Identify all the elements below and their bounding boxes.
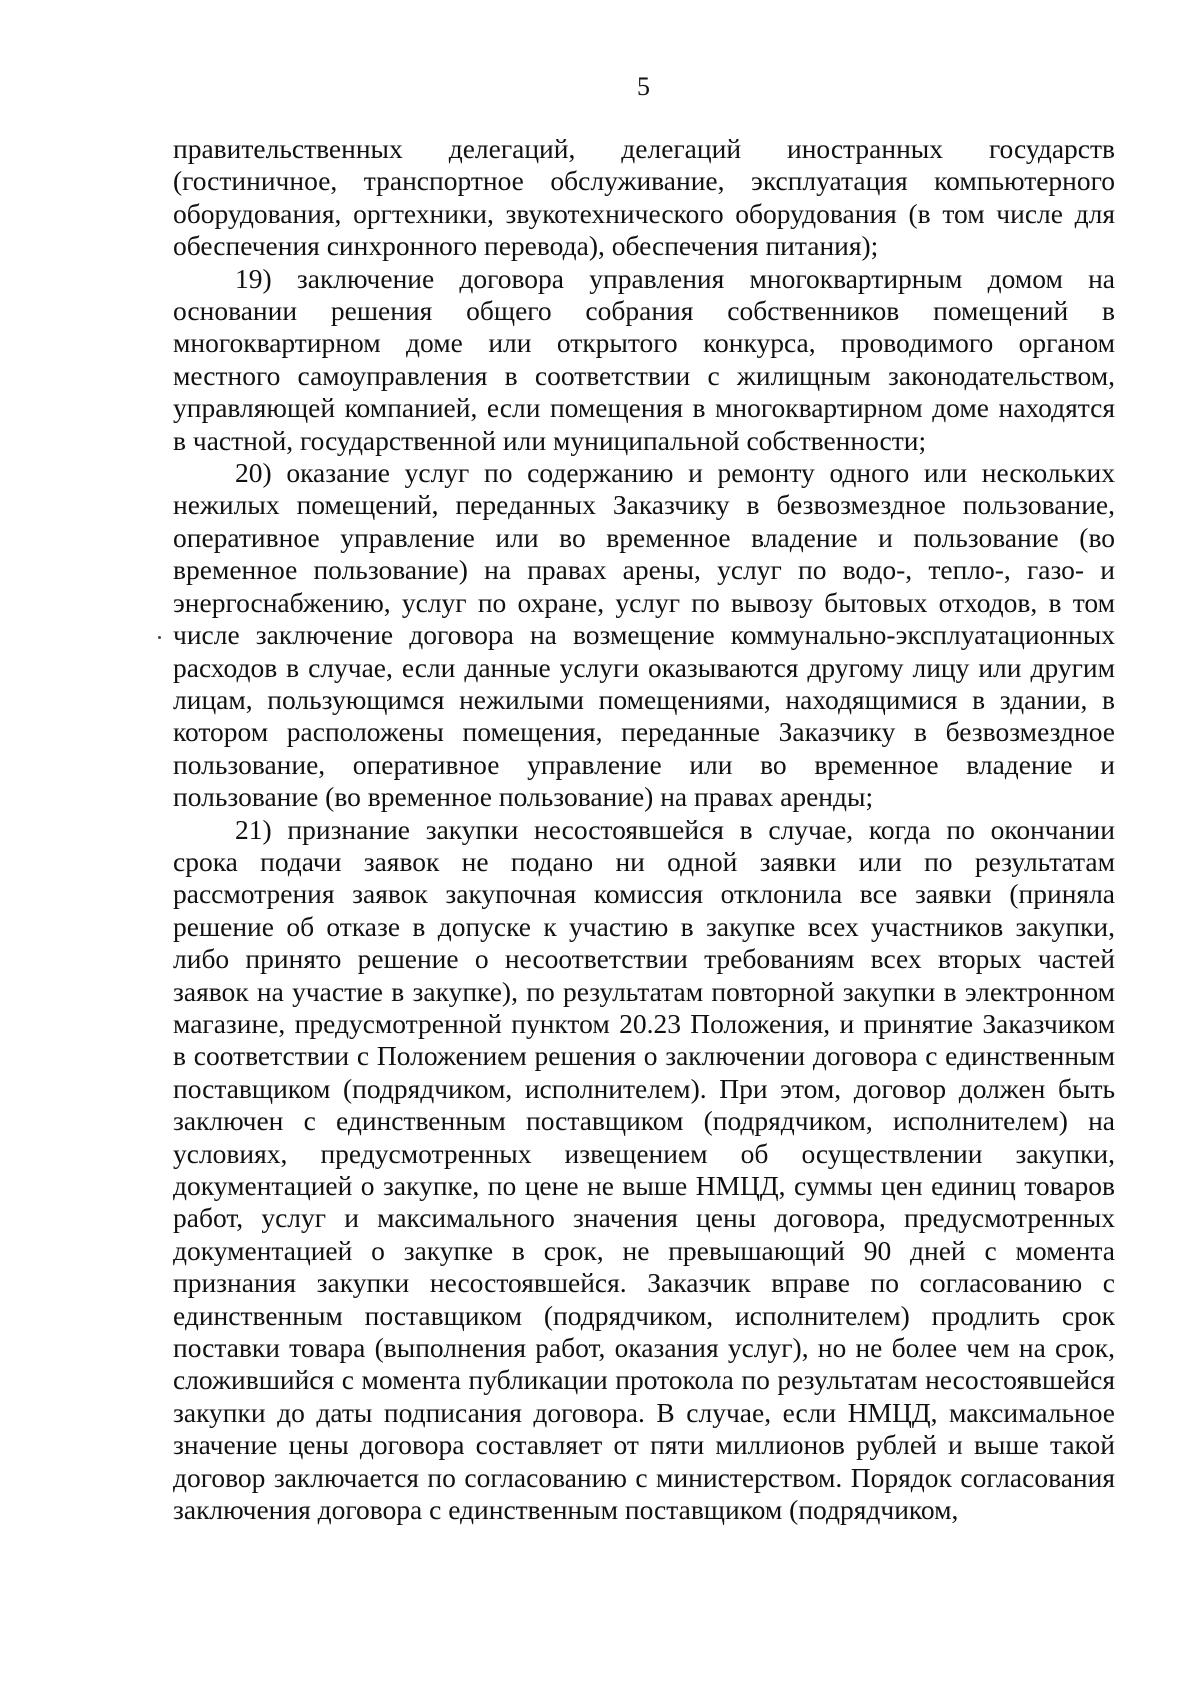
paragraph-continuation: правительственных делегаций, делегаций иностранных государств (гостиничное, транспортное обслуживание, эксплуатация компьютерного оборудования, оргтехники, звукотехнического оборудования (в том числе для обеспечения синхронного перевода), обеспечения питания); bbox=[173, 133, 1115, 262]
document-body bbox=[173, 133, 1115, 1526]
scan-speck bbox=[158, 636, 161, 639]
paragraph-item-19: 19) заключение договора управления многоквартирным домом на основании решения общего собрания собственников помещений в многоквартирном доме или открытого конкурса, проводимого органом местного самоуправления в соответствии с жилищным законодательством, управляющей компанией, если помещения в многоквартирном доме находятся в частной, государственной или муниципальной собственности; bbox=[173, 262, 1115, 456]
paragraph-item-21: 21) признание закупки несостоявшейся в случае, когда по окончании срока подачи заявок не подано ни одной заявки или по результатам рассмотрения заявок закупочная комиссия отклонила все заявки (приняла решение об отказе в допуске к участию в закупке всех участников закупки, либо принято решение о несоответствии требованиям всех вторых частей заявок на участие в закупке), по результатам повторной закупки в электронном магазине, предусмотренной пунктом 20.23 Положения, и принятие Заказчиком в соответствии с Положением решения о заключении договора с единственным поставщиком (подрядчиком, исполнителем). При этом, договор должен быть заключен с единственным поставщиком (подрядчиком, исполнителем) на условиях, предусмотренных извещением об осуществлении закупки, документацией о закупке, по цене не выше НМЦД, суммы цен единиц товаров работ, услуг и максимального значения цены договора, предусмотренных документацией о закупке в срок, не превышающий 90 дней с момента признания закупки несостоявшейся. Заказчик вправе по согласованию с единственным поставщиком (подрядчиком, исполнителем) продлить срок поставки товара (выполнения работ, оказания услуг), но не более чем на срок, сложившийся с момента публикации протокола по результатам несостоявшейся закупки до даты подписания договора. В случае, если НМЦД, максимальное значение цены договора составляет от пяти миллионов рублей и выше такой договор заключается по согласованию с министерством. Порядок согласования заключения договора с единственным поставщиком (подрядчиком, bbox=[173, 813, 1115, 1526]
page-number: 5 bbox=[637, 72, 650, 101]
paragraph-item-20: 20) оказание услуг по содержанию и ремонту одного или нескольких нежилых помещений, переданных Заказчику в безвозмездное пользование, оперативное управление или во временное владение и пользование (во временное пользование) на правах арены, услуг по водо-, тепло-, газо- и энергоснабжению, услуг по охране, услуг по вывозу бытовых отходов, в том числе заключение договора на возмещение коммунально-эксплуатационных расходов в случае, если данные услуги оказываются другому лицу или другим лицам, пользующимся нежилыми помещениями, находящимися в здании, в котором расположены помещения, переданные Заказчику в безвозмездное пользование, оперативное управление или во временное владение и пользование (во временное пользование) на правах аренды; bbox=[173, 457, 1115, 813]
